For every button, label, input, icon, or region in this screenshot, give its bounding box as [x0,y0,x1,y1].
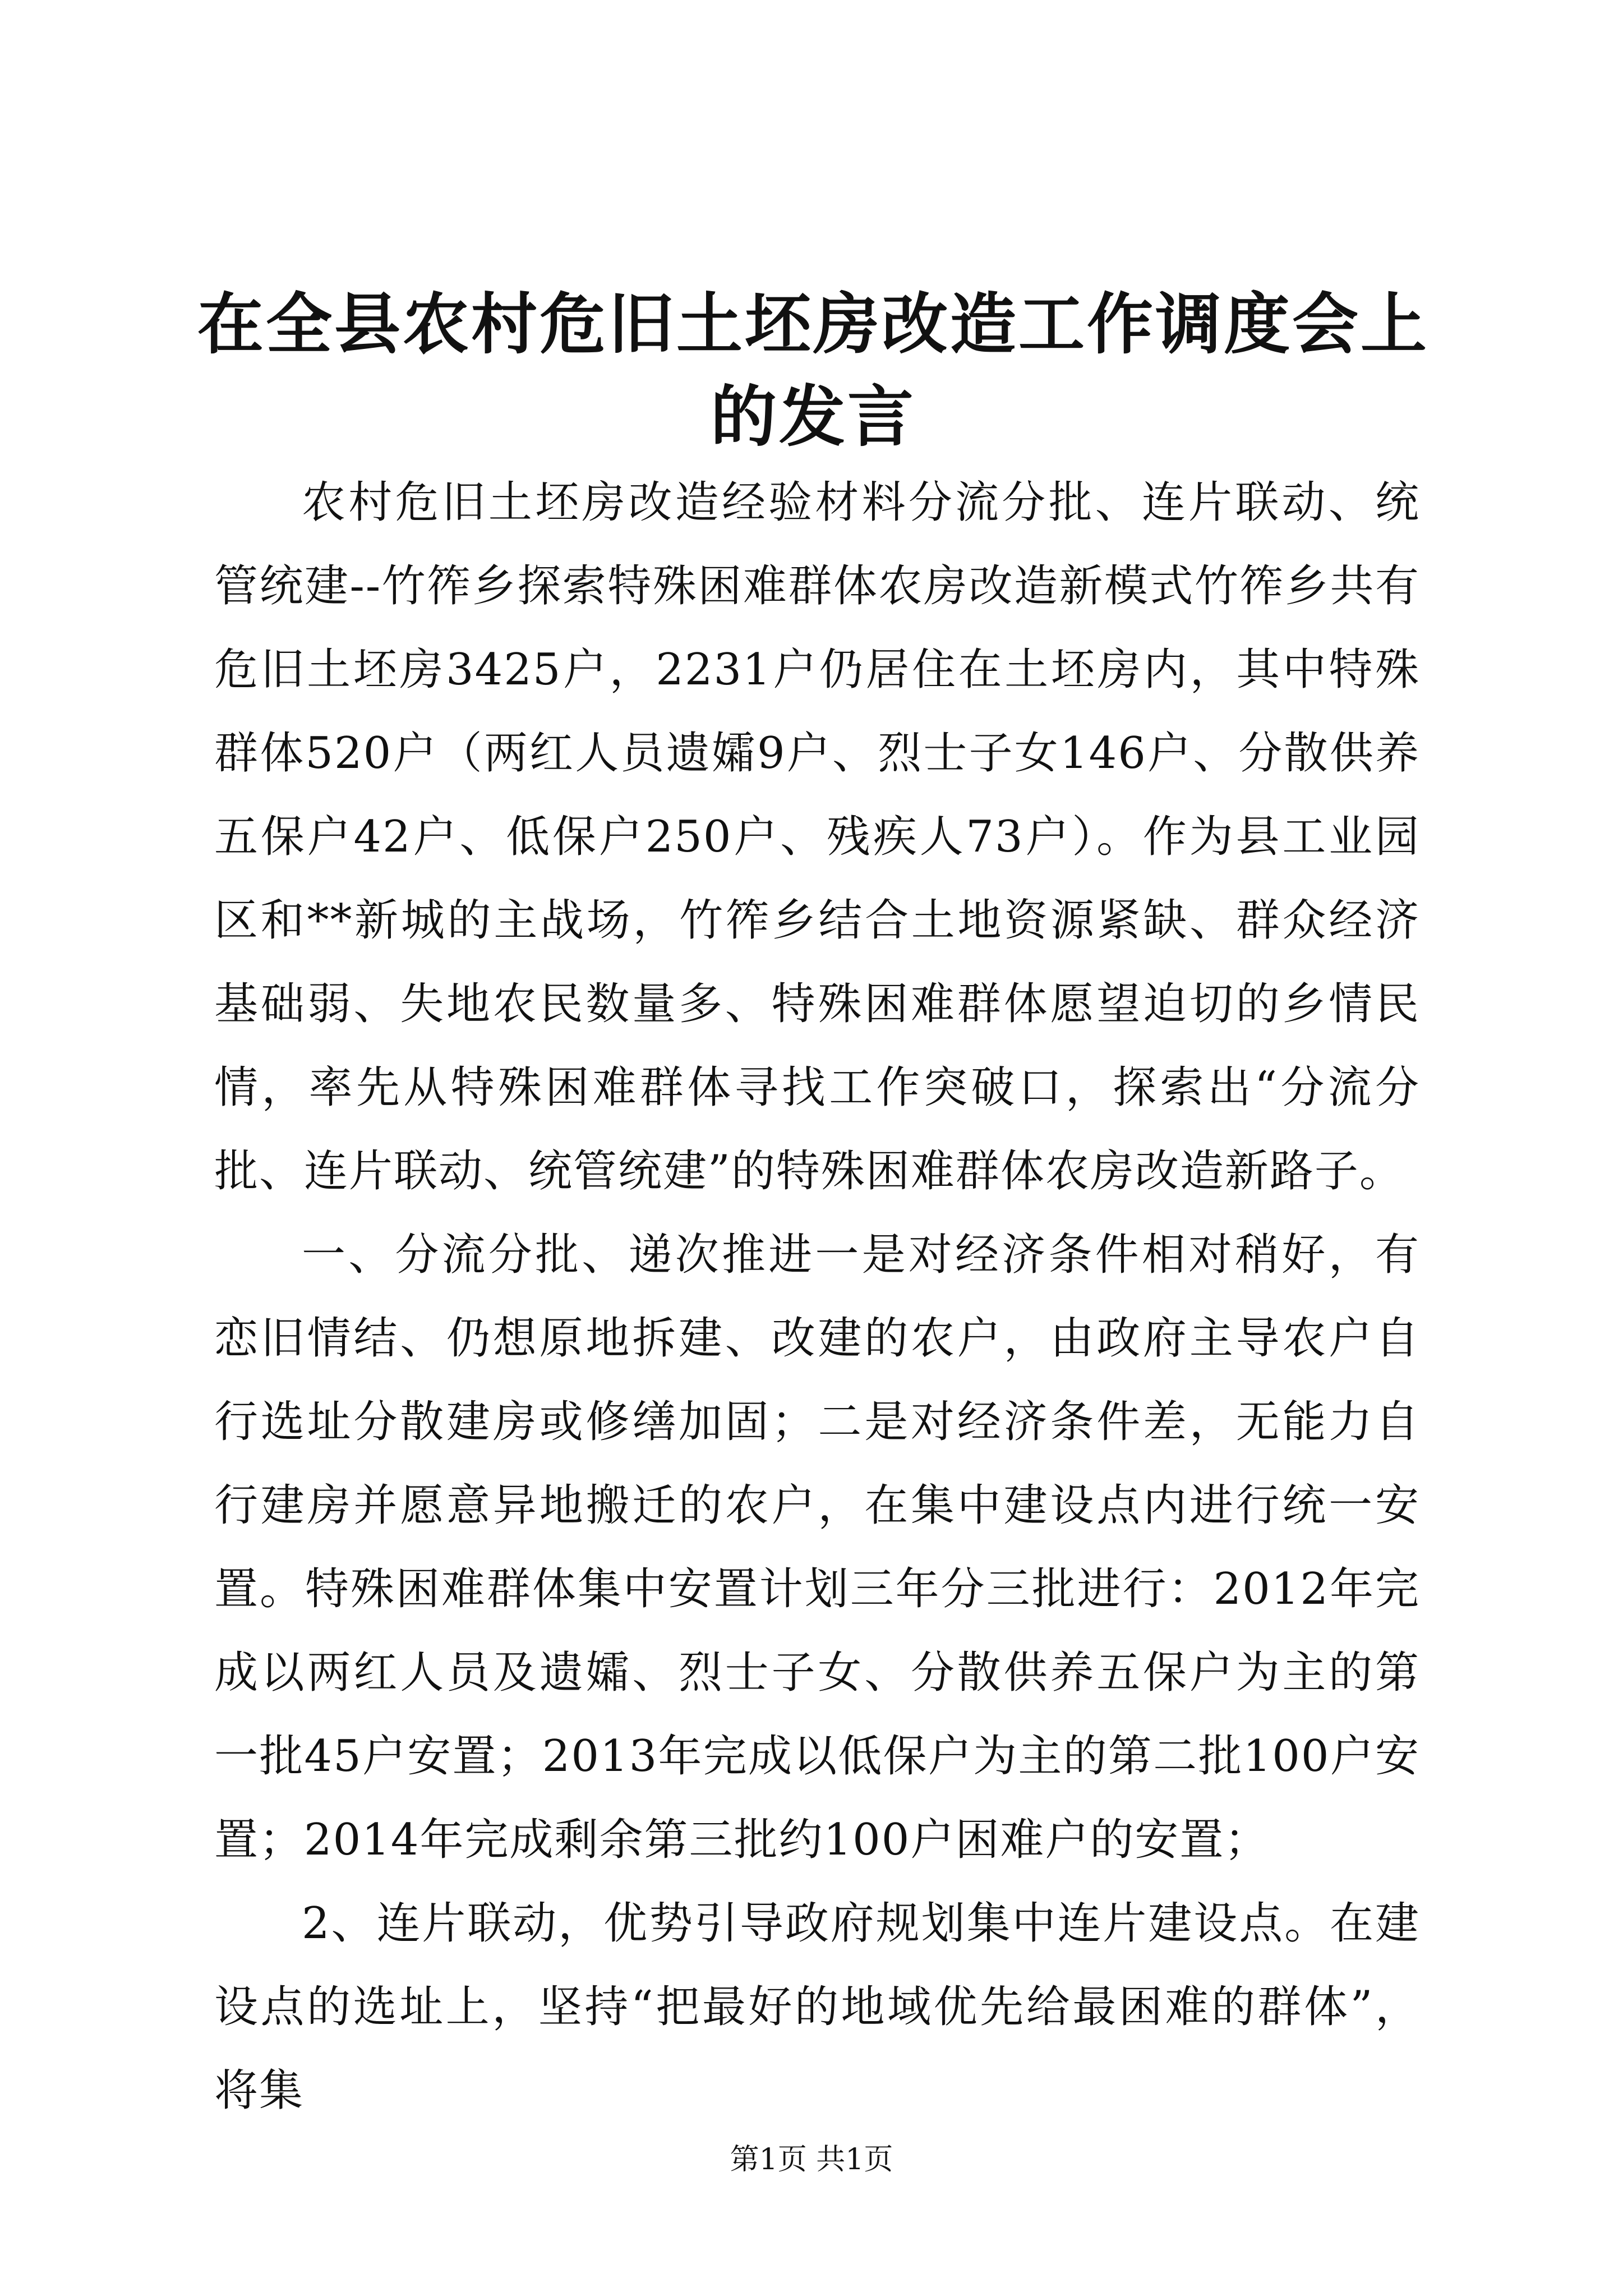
paragraph-section-one: 一、分流分批、递次推进一是对经济条件相对稍好，有恋旧情结、仍想原地拆建、改建的农户，由政府主导农户自行选址分散建房或修缮加固；二是对经济条件差，无能力自行建房并愿意异地搬迁的农户，在集中建设点内进行统一安置。特殊困难群体集中安置计划三年分三批进行：2012年完成以两红人员及遗孀、烈士子女、分散供养五保户为主的第一批45户安置；2013年完成以低保户为主的第二批100户安置；2014年完成剩余第三批约100户困难户的安置； [214,1230,1420,1865]
document-body [214,461,1420,2133]
paragraph-intro: 农村危旧土坯房改造经验材料分流分批、连片联动、统管统建--竹筰乡探索特殊困难群体农房改造新模式竹筰乡共有危旧土坯房3425户，2231户仍居住在土坯房内，其中特殊群体520户（两红人员遗孀9户、烈士子女146户、分散供养五保户42户、低保户250户、残疾人73户）。作为县工业园区和**新城的主战场，竹筰乡结合土地资源紧缺、群众经济基础弱、失地农民数量多、特殊困难群体愿望迫切的乡情民情，率先从特殊困难群体寻找工作突破口，探索出“分流分批、连片联动、统管统建”的特殊困难群体农房改造新路子。 [214,477,1420,1197]
page-number-footer: 第1页 共1页 [730,2143,893,2177]
paragraph-section-two: 2、连片联动，优势引导政府规划集中连片建设点。在建设点的选址上，坚持“把最好的地域优先给最困难的群体”，将集 [214,1898,1420,2116]
document-title: 在全县农村危旧土坯房改造工作调度会上的发言 [197,285,1429,455]
